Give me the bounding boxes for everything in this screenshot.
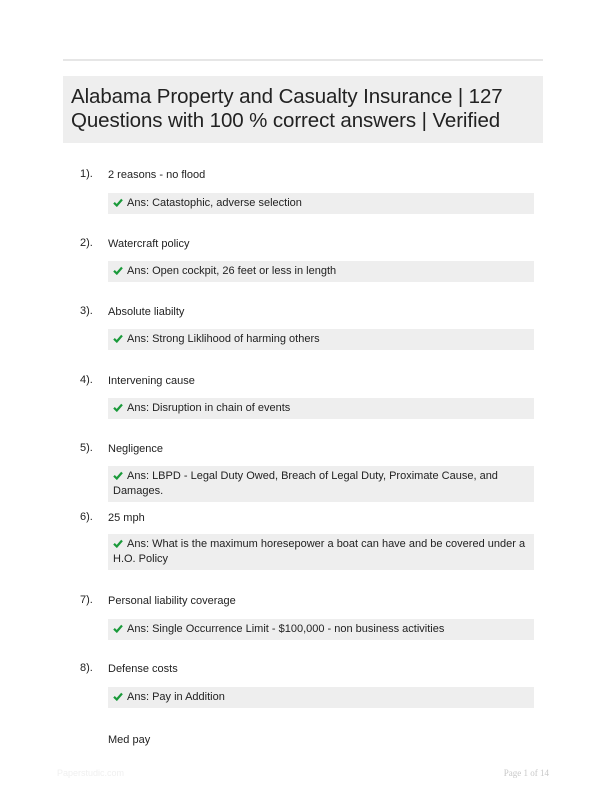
answer-box [108, 534, 534, 570]
checkmark-icon [113, 471, 123, 480]
title-box [63, 76, 543, 143]
answer-box [108, 261, 534, 282]
footer-watermark: Paperstudic.com [57, 768, 125, 778]
question-number: 3). [80, 305, 93, 317]
question-text: Watercraft policy [108, 238, 190, 250]
answer-text: Ans: Strong Liklihood of harming others [127, 333, 320, 345]
question-number: 6). [80, 511, 93, 523]
question-text: 25 mph [108, 512, 145, 524]
checkmark-icon [113, 198, 123, 207]
question-text: Negligence [108, 443, 164, 455]
checkmark-icon [113, 624, 123, 633]
checkmark-icon [113, 334, 123, 343]
answer-text: Ans: Single Occurrence Limit - $100,000 - non business activities [127, 623, 445, 635]
question-number: 8). [80, 662, 93, 674]
question-number: 2). [80, 237, 93, 249]
question-number: 1). [80, 168, 93, 180]
answer-text: Ans: What is the maximum horesepower a boat can have and be covered under a H.O. Policy [113, 538, 526, 565]
answer-text: Ans: Pay in Addition [127, 691, 225, 703]
answer-box [108, 619, 534, 640]
question-number: 4). [80, 374, 93, 386]
question-text: Personal liability coverage [108, 595, 236, 607]
answer-box [108, 398, 534, 419]
question-number: 7). [80, 594, 93, 606]
answer-text: Ans: LBPD - Legal Duty Owed, Breach of Legal Duty, Proximate Cause, and Damages. [113, 470, 498, 497]
page-title: Alabama Property and Casualty Insurance | 127 Questions with 100 % correct answers | Verified [71, 85, 503, 132]
question-text: Intervening cause [108, 375, 195, 387]
top-rule [63, 59, 543, 61]
question-text: Absolute liabilty [108, 306, 185, 318]
answer-box [108, 329, 534, 350]
answer-text: Ans: Open cockpit, 26 feet or less in length [127, 265, 337, 277]
answer-text: Ans: Disruption in chain of events [127, 402, 291, 414]
checkmark-icon [113, 266, 123, 275]
question-number: 5). [80, 442, 93, 454]
answer-box [108, 193, 534, 214]
checkmark-icon [113, 403, 123, 412]
question-text: 2 reasons - no flood [108, 169, 206, 181]
checkmark-icon [113, 539, 123, 548]
answer-text: Ans: Catastophic, adverse selection [127, 197, 302, 209]
question-text: Med pay [108, 734, 151, 746]
question-text: Defense costs [108, 663, 178, 675]
answer-box [108, 466, 534, 502]
checkmark-icon [113, 692, 123, 701]
answer-box [108, 687, 534, 708]
page-number: Page 1 of 14 [503, 768, 549, 778]
